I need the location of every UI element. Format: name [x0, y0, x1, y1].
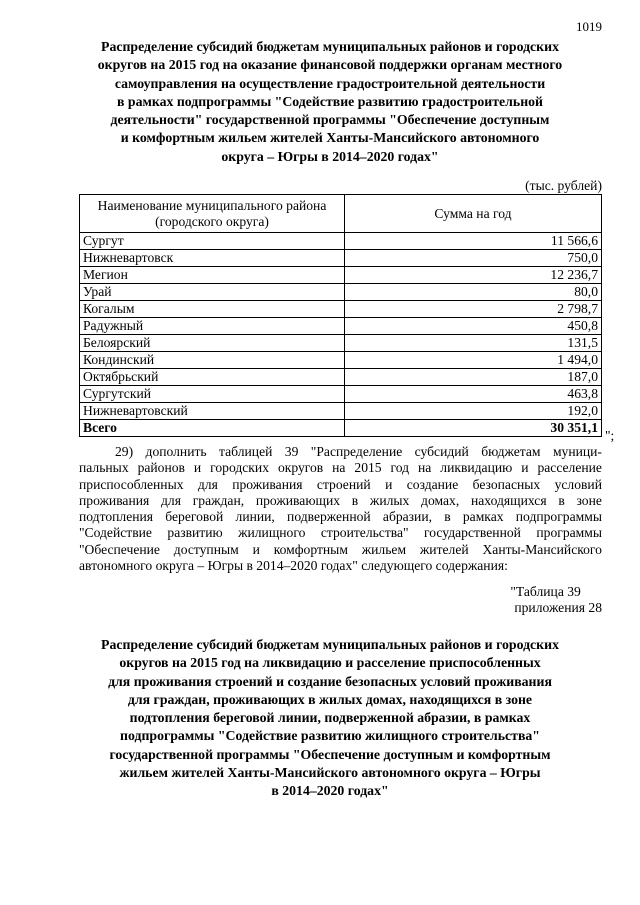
word: развитию — [167, 525, 223, 541]
heading-line: государственной программы "Обеспечение доступным и комфортным — [109, 746, 551, 762]
table-row — [80, 318, 602, 335]
word: программы — [536, 525, 602, 541]
word: проживающих — [255, 492, 341, 508]
paragraph-line — [79, 542, 602, 558]
amount-cell: 450,8 — [345, 318, 602, 335]
word: и — [252, 541, 260, 557]
heading-line: деятельности" государственной программы "Обеспечение доступным — [110, 112, 550, 128]
heading-line: Распределение субсидий бюджетам муниципальных районов и городских — [101, 39, 559, 54]
word: и — [521, 460, 529, 476]
table-row — [80, 403, 602, 420]
table-header-row — [80, 195, 602, 233]
word: находящихся — [470, 492, 547, 508]
amount-cell: 192,0 — [345, 403, 602, 420]
municipality-cell: Сургут — [80, 233, 345, 250]
paragraph-line — [79, 477, 602, 493]
municipality-cell: Мегион — [80, 267, 345, 284]
word: подпрограммы — [515, 509, 602, 525]
heading-line: подпрограммы "Содействие развитию жилищного строительства" — [120, 728, 540, 744]
heading-line: Распределение субсидий бюджетам муниципальных районов и городских — [101, 637, 559, 652]
word: береговой — [165, 509, 224, 525]
municipality-cell: Когалым — [80, 301, 345, 318]
word: округов — [277, 460, 324, 476]
municipality-cell: Кондинский — [80, 352, 345, 369]
amount-cell: 11 566,6 — [345, 233, 602, 250]
heading-line: подтопления береговой линии, подверженной абразии, в рамках — [129, 710, 531, 726]
word: жителей — [419, 541, 469, 557]
amount-cell: 80,0 — [345, 284, 602, 301]
word: и — [385, 476, 393, 492]
municipality-cell: Октябрьский — [80, 369, 345, 386]
subsidies-table — [79, 194, 602, 437]
table-caption-number: "Таблица 39 — [510, 584, 581, 599]
word: Ханты-Мансийского — [482, 541, 602, 557]
word: районов — [137, 460, 185, 476]
heading-line: округов на 2015 год на ликвидацию и расселение приспособленных — [119, 655, 541, 671]
table-row — [80, 250, 602, 267]
word: в — [444, 509, 451, 525]
heading-line: округов на 2015 год на оказание финансовой поддержки органам местного — [97, 57, 563, 73]
word: домах, — [421, 492, 460, 508]
word: граждан, — [192, 492, 245, 508]
paragraph-line — [79, 444, 602, 460]
word: городских — [210, 460, 269, 476]
word: строений — [316, 476, 371, 492]
amendment-paragraph — [79, 444, 602, 574]
word: зоне — [576, 492, 602, 508]
municipality-cell: Нижневартовский — [80, 403, 345, 420]
heading-line: самоуправления на осуществление градостроительной деятельности — [114, 75, 546, 91]
column-header-amount: Сумма на год — [345, 195, 602, 233]
units-label: (тыс. рублей) — [525, 178, 602, 193]
word: и — [193, 460, 202, 476]
heading-line: в рамках подпрограммы "Содействие развитию градостроительной — [117, 93, 543, 109]
word: доступным — [173, 541, 239, 557]
word: расселение — [537, 460, 602, 476]
word: пальных — [79, 460, 129, 476]
municipality-cell: Урай — [80, 284, 345, 301]
table-row — [80, 301, 602, 318]
word: комфортным — [273, 541, 348, 557]
word: жильем — [361, 541, 407, 557]
heading-line: округа – Югры в 2014–2020 годах" — [221, 148, 439, 164]
paragraph-line — [79, 493, 602, 509]
paragraph-line — [79, 509, 602, 525]
word: для — [161, 492, 181, 508]
table-row — [80, 386, 602, 403]
municipality-cell: Сургутский — [80, 386, 345, 403]
word: для — [197, 476, 218, 492]
word: дополнить — [145, 444, 207, 459]
table-row — [80, 267, 602, 284]
table-row — [80, 369, 602, 386]
amount-cell: 1 494,0 — [345, 352, 602, 369]
municipality-cell: Радужный — [80, 318, 345, 335]
table-caption — [510, 584, 602, 617]
word: год — [390, 460, 410, 476]
word: абразии, — [382, 509, 433, 525]
word: 39 — [284, 444, 299, 459]
amount-cell: 2 798,7 — [345, 301, 602, 318]
heading-subsidies-resettlement — [60, 636, 600, 801]
word: ликвидацию — [440, 460, 513, 476]
paragraph-line — [79, 525, 602, 541]
word: строительства" — [320, 525, 409, 541]
column-header-municipality: Наименование муниципального района (городского округа) — [80, 195, 345, 233]
word: жилищного — [238, 525, 306, 541]
amount-cell: 12 236,7 — [345, 267, 602, 284]
word: линии, — [235, 509, 275, 525]
word: муници- — [552, 444, 602, 459]
word: на — [418, 460, 432, 476]
word: государственной — [424, 525, 521, 541]
word: проживания — [232, 476, 303, 492]
word: субсидий — [414, 444, 469, 459]
word: приспособленных — [79, 476, 184, 492]
word: 29) — [115, 444, 134, 459]
page-number: 1019 — [576, 19, 602, 34]
amount-cell: 463,8 — [345, 386, 602, 403]
amount-cell: 187,0 — [345, 369, 602, 386]
word: "Обеспечение — [79, 541, 160, 557]
word: 2015 — [354, 460, 382, 476]
heading-line: жильем жителей Ханты-Мансийского автономного округа – Югры — [119, 765, 541, 781]
word: в — [351, 492, 359, 508]
table-row — [80, 284, 602, 301]
heading-line: для граждан, проживающих в жилых домах, находящихся в зоне — [127, 691, 533, 707]
closing-quote-mark: "; — [605, 428, 615, 443]
word: подтопления — [79, 509, 154, 525]
word: условий — [554, 476, 602, 492]
table-row — [80, 233, 602, 250]
paragraph-line — [79, 460, 602, 476]
word: "Содействие — [79, 525, 152, 541]
heading-line: в 2014–2020 годах" — [271, 783, 389, 799]
amount-cell: 131,5 — [345, 335, 602, 352]
word: "Распределение — [310, 444, 403, 459]
municipality-cell: Белоярский — [80, 335, 345, 352]
table-row — [80, 352, 602, 369]
word: подверженной — [287, 509, 371, 525]
word: рамках — [462, 509, 504, 525]
municipality-cell: Нижневартовск — [80, 250, 345, 267]
heading-line: для проживания строений и создание безопасных условий проживания — [108, 673, 552, 689]
paragraph-line: автономного округа – Югры в 2014–2020 годах" следующего содержания: — [79, 558, 508, 574]
total-label-cell: Всего — [80, 420, 345, 437]
word: проживания — [79, 492, 150, 508]
word: создание — [406, 476, 459, 492]
word: на — [332, 460, 346, 476]
heading-subsidies-urban-planning — [60, 38, 600, 166]
table-row — [80, 335, 602, 352]
heading-line: и комфортным жильем жителей Ханты-Мансийского автономного — [120, 130, 540, 146]
word: жилых — [369, 492, 410, 508]
total-amount-cell: 30 351,1 — [345, 420, 602, 437]
amount-cell: 750,0 — [345, 250, 602, 267]
table-caption-appendix: приложения 28 — [514, 600, 602, 616]
table-total-row — [80, 420, 602, 437]
word: в — [558, 492, 565, 508]
word: безопасных — [472, 476, 541, 492]
word: таблицей — [219, 444, 273, 459]
word: бюджетам — [481, 444, 541, 459]
